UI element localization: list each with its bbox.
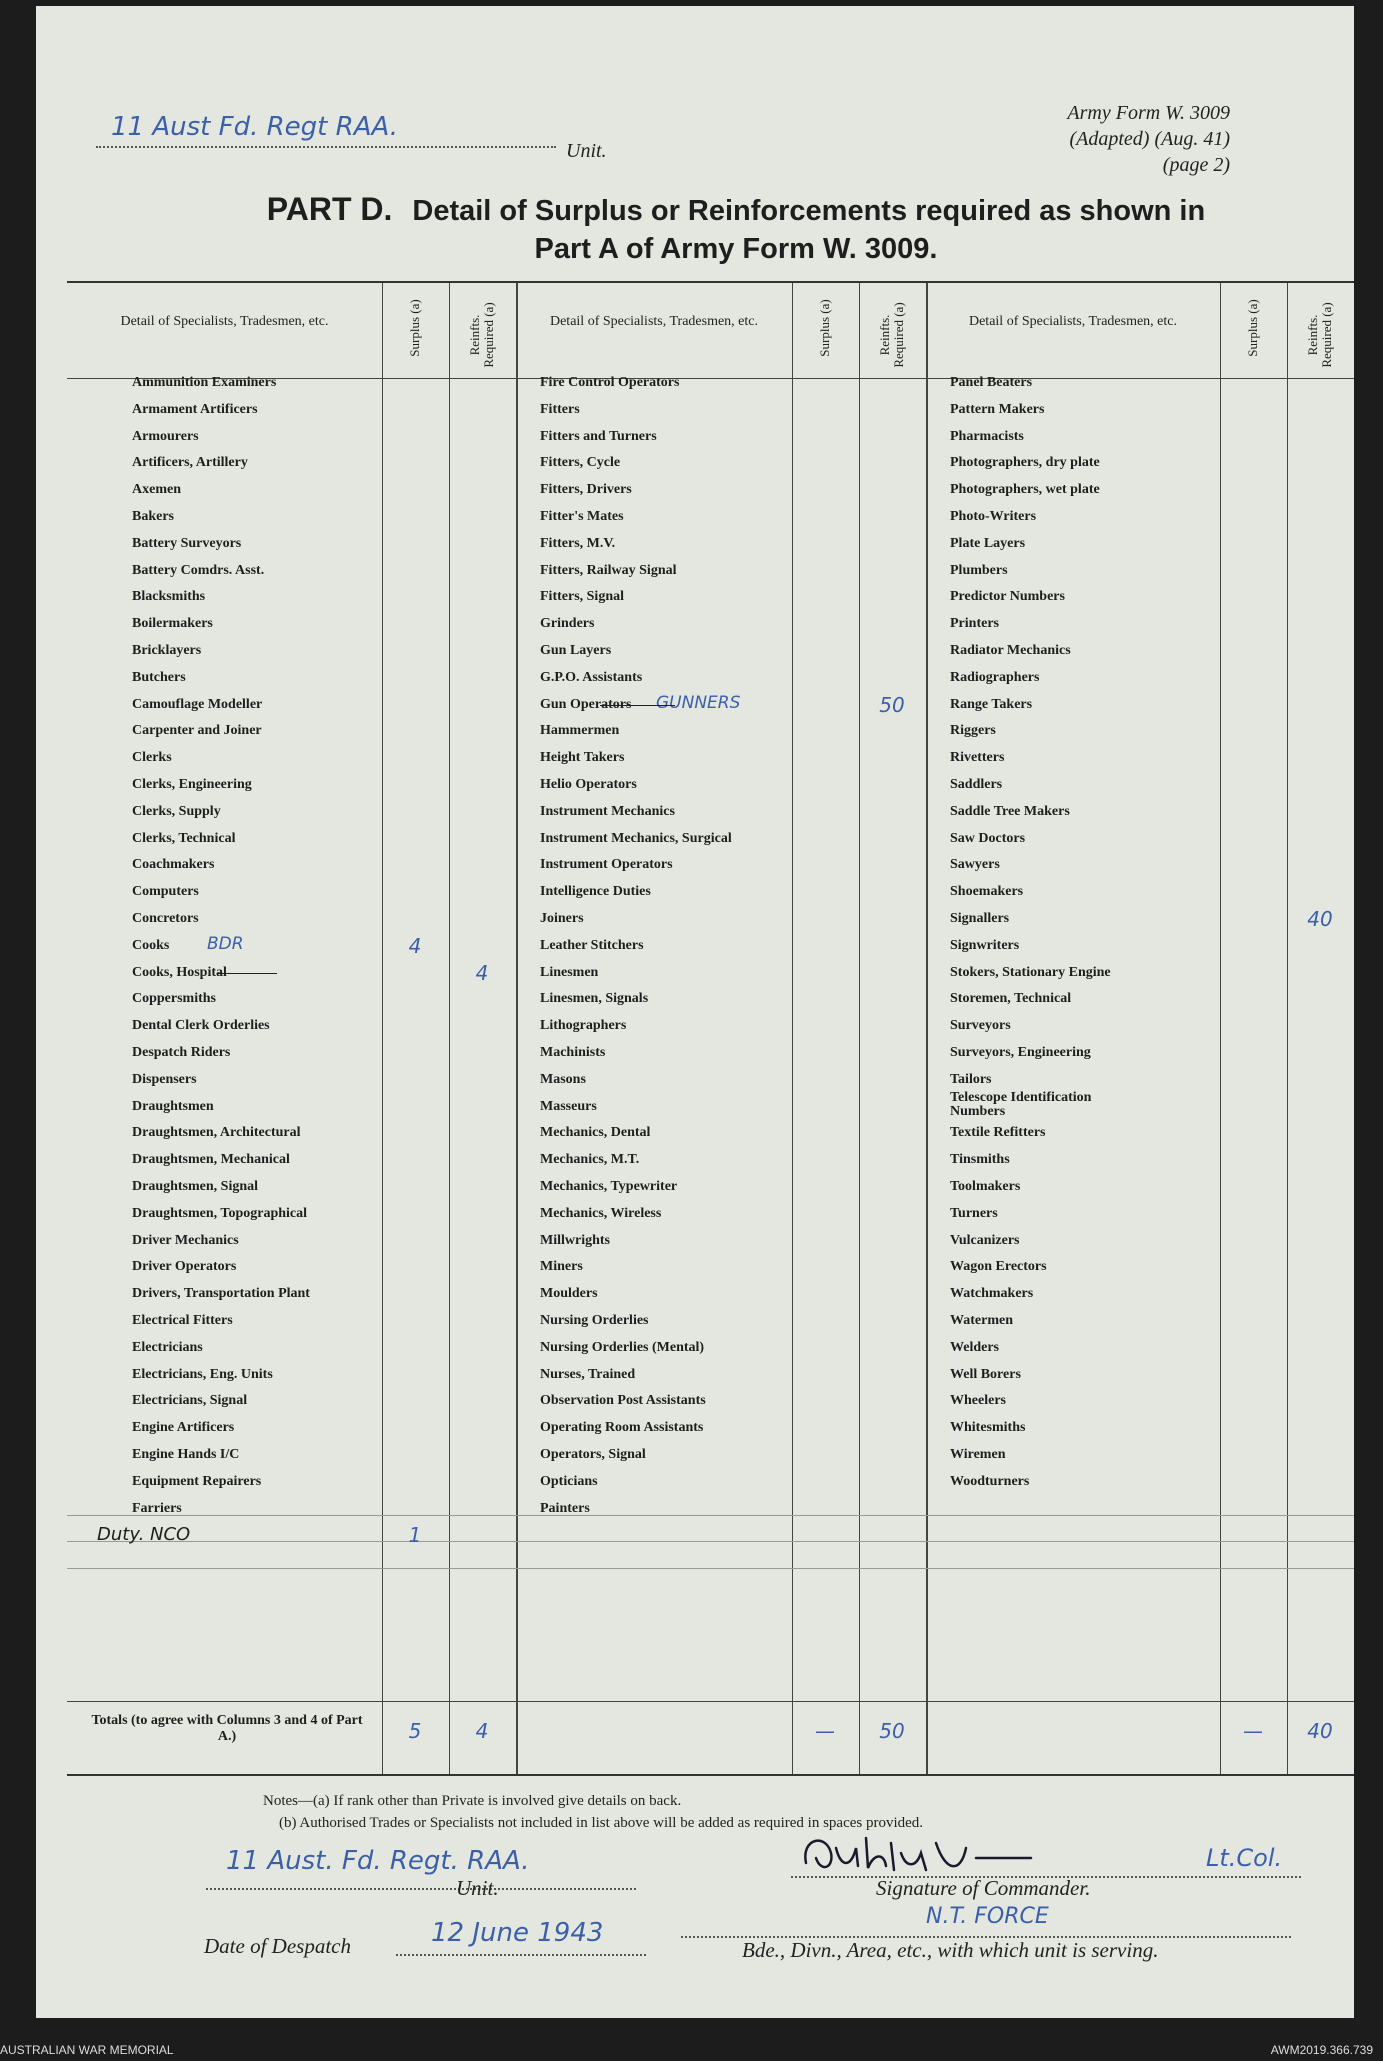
table-row-label: Height Takers (540, 750, 625, 766)
table-row-label: Fitter's Mates (540, 509, 624, 524)
table-row-label: Mechanics, M.T. (540, 1152, 640, 1168)
table-row-label: Clerks, Technical (132, 830, 236, 846)
date-label: Date of Despatch (204, 1934, 351, 1958)
column-header-detail: Detail of Specialists, Tradesmen, etc. (549, 314, 759, 329)
table-row-label: Cooks (132, 937, 170, 953)
table-row-label: Fitters (540, 401, 580, 417)
note-b: (b) Authorised Trades or Specialists not included in list above will be added as required in spaces provided. (279, 1815, 924, 1831)
column-header-surplus: Surplus (a) (1245, 299, 1260, 357)
column-divider (1220, 283, 1221, 1774)
table-row-label: Intelligence Duties (540, 884, 651, 900)
table-row-label: G.P.O. Assistants (540, 669, 643, 685)
table-row-label: Instrument Operators (540, 857, 673, 873)
table-row-label: Fitters, Drivers (540, 482, 632, 498)
footer-unit-label: Unit. (456, 1876, 499, 1900)
surplus-value: 1 (408, 1523, 422, 1548)
table-row-label: Carpenter and Joiner (132, 723, 262, 739)
table-row-label: Rivetters (950, 750, 1005, 766)
table-row-label: Millwrights (540, 1232, 610, 1248)
table-row-label: Concretors (132, 911, 199, 926)
form-id-line: (page 2) (1162, 154, 1230, 176)
table-row-label: Stokers, Stationary Engine (950, 964, 1111, 980)
table-row-label: Range Takers (950, 696, 1033, 712)
blank-row-line (67, 1541, 1354, 1542)
table-row-label: Telescope Identification Numbers (950, 1089, 1092, 1119)
table-row-label: Surveyors (950, 1018, 1011, 1034)
table-row-label: Nursing Orderlies (540, 1313, 649, 1328)
table-row-label: Signallers (950, 911, 1010, 926)
table-row-label: Fitters, Railway Signal (540, 562, 677, 578)
table-row-label: Vulcanizers (950, 1232, 1020, 1248)
handwritten-row-label: Duty. NCO (97, 1524, 191, 1546)
table-row-label: Wiremen (950, 1447, 1006, 1462)
table-row-label: Moulders (540, 1286, 598, 1302)
table-row-label: Mechanics, Dental (540, 1125, 651, 1141)
table-row-label: Clerks (132, 750, 172, 766)
table-row-label: Predictor Numbers (950, 589, 1065, 605)
title-line-1: Detail of Surplus or Reinforcements required as shown in (412, 195, 1206, 227)
reinforcements-value: 50 (879, 692, 905, 717)
totals-surplus: — (815, 1719, 835, 1743)
reinforcements-value: 40 (1307, 907, 1333, 931)
table-row-label: Coachmakers (132, 857, 215, 873)
table-row-label: Draughtsmen, Mechanical (132, 1152, 290, 1168)
table-row-label: Boilermakers (132, 616, 213, 632)
table-row-label: Watermen (950, 1313, 1013, 1328)
table-row-label: Equipment Repairers (132, 1473, 262, 1489)
table-row-label: Ammunition Examiners (132, 375, 277, 390)
table-row-label: Storemen, Technical (950, 991, 1072, 1007)
table-row-label: Engine Artificers (132, 1420, 235, 1436)
table-row-label: Pattern Makers (950, 401, 1045, 417)
table-row-label: Electricians (132, 1339, 203, 1355)
table-row-label: Despatch Riders (132, 1045, 231, 1060)
table-row-label: Nurses, Trained (540, 1366, 636, 1382)
table-row-label: Clerks, Supply (132, 803, 221, 819)
form-title (186, 190, 1286, 268)
table-row-label: Draughtsmen (132, 1098, 214, 1114)
table-row-label: Operating Room Assistants (540, 1420, 704, 1436)
archive-credit: AUSTRALIAN WAR MEMORIAL (0, 2043, 174, 2057)
title-line-2: Part A of Army Form W. 3009. (534, 233, 938, 265)
table-row-label: Turners (950, 1205, 998, 1221)
table-row-label: Farriers (132, 1500, 182, 1516)
table-row-label: Joiners (540, 911, 584, 926)
table-row-label: Toolmakers (950, 1179, 1021, 1194)
table-row-label: Saddle Tree Makers (950, 803, 1070, 819)
table-row-label: Operators, Signal (540, 1447, 646, 1462)
table-row-label: Butchers (132, 669, 186, 685)
totals-reinfts: 50 (879, 1719, 905, 1743)
table-row-label: Photographers, wet plate (950, 482, 1100, 498)
table-row-label: Electricians, Signal (132, 1393, 248, 1409)
table-row-label: Wheelers (950, 1393, 1006, 1409)
date-handwritten: 12 June 1943 (431, 1918, 604, 1948)
part-label: PART D. (266, 191, 393, 227)
table-row-label: Battery Surveyors (132, 535, 242, 551)
column-divider (1287, 283, 1288, 1774)
table-row-label: Battery Comdrs. Asst. (132, 562, 265, 578)
table-row-label: Masons (540, 1071, 586, 1087)
table-row-label: Helio Operators (540, 777, 637, 792)
table-row-label: Photo-Writers (950, 509, 1037, 524)
totals-reinfts: 4 (475, 1719, 489, 1743)
table-row-label: Engine Hands I/C (132, 1447, 240, 1462)
table-row-label: Whitesmiths (950, 1420, 1026, 1436)
reinforcements-value: 4 (475, 960, 489, 985)
table-row-label: Observation Post Assistants (540, 1393, 706, 1409)
totals-reinfts: 40 (1307, 1719, 1333, 1743)
note-a: Notes—(a) If rank other than Private is involved give details on back. (263, 1793, 682, 1809)
formation-dotted-line (681, 1926, 1291, 1938)
table-row-label: Fire Control Operators (540, 375, 680, 390)
table-row-label: Well Borers (950, 1366, 1021, 1382)
table-row-label: Hammermen (540, 723, 620, 739)
table-row-label: Camouflage Modeller (132, 696, 263, 712)
formation-handwritten: N.T. FORCE (926, 1904, 1049, 1929)
table-row-label: Grinders (540, 616, 595, 632)
strikethrough-mark (217, 973, 277, 974)
handwritten-row-note: GUNNERS (656, 692, 741, 713)
table-row-label: Leather Stitchers (540, 937, 644, 953)
table-row-label: Artificers, Artillery (132, 455, 248, 471)
table-row-label: Printers (950, 616, 999, 632)
table-row-label: Draughtsmen, Topographical (132, 1205, 308, 1221)
column-divider (859, 283, 860, 1774)
table-row-label: Bricklayers (132, 643, 202, 658)
form-id-line: Army Form W. 3009 (1067, 102, 1230, 124)
table-row-label: Pharmacists (950, 428, 1024, 444)
totals-surplus: 5 (408, 1719, 422, 1743)
table-row-label: Blacksmiths (132, 589, 206, 605)
table-row-label: Coppersmiths (132, 991, 217, 1007)
column-divider (449, 283, 450, 1774)
column-header-surplus: Surplus (a) (817, 299, 832, 357)
table-row-label: Dispensers (132, 1071, 197, 1087)
column-header-reinfts: Reinfts. Required (a) (877, 302, 906, 368)
signature-label: Signature of Commander. (876, 1876, 1091, 1900)
handwritten-row-note: BDR (207, 933, 244, 954)
blank-row-line (67, 1568, 1354, 1569)
table-row-label: Instrument Mechanics (540, 803, 675, 819)
table-row-label: Painters (540, 1500, 590, 1516)
table-row-label: Tinsmiths (950, 1152, 1010, 1168)
surplus-value: 4 (408, 933, 422, 958)
table-row-label: Drivers, Transportation Plant (132, 1286, 310, 1302)
column-divider (792, 283, 793, 1774)
table-row-label: Draughtsmen, Architectural (132, 1125, 301, 1141)
commander-rank-handwritten: Lt.Col. (1206, 1844, 1283, 1872)
column-divider (926, 283, 928, 1774)
table-row-label: Electricians, Eng. Units (132, 1366, 273, 1382)
table-row-label: Plumbers (950, 562, 1008, 578)
table-row-label: Wagon Erectors (950, 1259, 1047, 1275)
table-row-label: Cooks, Hospital (132, 964, 227, 980)
table-row-label: Linesmen, Signals (540, 991, 649, 1007)
column-divider (382, 283, 383, 1774)
table-row-label: Photographers, dry plate (950, 455, 1100, 471)
table-row-label: Riggers (950, 723, 996, 739)
totals-divider (67, 1701, 1354, 1702)
table-row-label: Bakers (132, 509, 174, 524)
table-row-label: Driver Operators (132, 1259, 237, 1275)
table-row-label: Welders (950, 1339, 999, 1355)
table-row-label: Axemen (132, 482, 181, 498)
column-header-surplus: Surplus (a) (407, 299, 422, 357)
table-row-label: Saddlers (950, 777, 1003, 792)
table-row-label: Miners (540, 1259, 583, 1275)
table-row-label: Electrical Fitters (132, 1313, 233, 1328)
table-row-label: Fitters, Signal (540, 589, 624, 605)
table-row-label: Mechanics, Typewriter (540, 1179, 678, 1194)
table-row-label: Signwriters (950, 937, 1020, 953)
formation-label: Bde., Divn., Area, etc., with which unit is serving. (742, 1938, 1159, 1962)
strikethrough-mark (600, 705, 675, 706)
archive-id: AWM2019.366.739 (1270, 2043, 1373, 2057)
table-row-label: Woodturners (950, 1473, 1030, 1489)
column-header-detail: Detail of Specialists, Tradesmen, etc. (120, 314, 329, 329)
table-row-label: Plate Layers (950, 535, 1026, 551)
column-header-reinfts: Reinfts. Required (a) (1305, 302, 1334, 368)
table-row-label: Linesmen (540, 964, 599, 980)
column-header-detail: Detail of Specialists, Tradesmen, etc. (968, 314, 1178, 329)
table-row-label: Fitters, Cycle (540, 455, 621, 471)
footer-unit-handwritten: 11 Aust. Fd. Regt. RAA. (226, 1846, 530, 1876)
table-row-label: Clerks, Engineering (132, 777, 252, 792)
unit-label: Unit. (566, 140, 607, 162)
column-divider (516, 283, 518, 1774)
totals-label: Totals (to agree with Columns 3 and 4 of Part A.) (91, 1713, 363, 1744)
table-row-label: Textile Refitters (950, 1125, 1046, 1141)
table-row-label: Radiator Mechanics (950, 643, 1071, 658)
table-row-label: Armament Artificers (132, 401, 258, 417)
blank-row-line (67, 1515, 1354, 1516)
table-row-label: Gun Layers (540, 643, 612, 658)
table-row-label: Computers (132, 884, 199, 900)
totals-surplus: — (1243, 1719, 1263, 1743)
table-row-label: Armourers (132, 428, 199, 444)
table-row-label: Radiographers (950, 669, 1040, 685)
table-row-label: Sawyers (950, 857, 1000, 873)
table-row-label: Masseurs (540, 1098, 597, 1114)
table-row-label: Surveyors, Engineering (950, 1045, 1091, 1060)
table-row-label: Panel Beaters (950, 375, 1033, 390)
form-identifier (970, 100, 1230, 178)
column-header-reinfts: Reinfts. Required (a) (467, 302, 496, 368)
specialists-table (67, 281, 1354, 1776)
table-row-label: Machinists (540, 1045, 606, 1060)
table-row-label: Fitters and Turners (540, 428, 657, 444)
table-row-label: Shoemakers (950, 884, 1024, 900)
unit-handwritten: 11 Aust Fd. Regt RAA. (111, 112, 399, 142)
table-row-label: Saw Doctors (950, 830, 1026, 846)
form-page (36, 6, 1354, 2018)
table-row-label: Instrument Mechanics, Surgical (540, 830, 732, 846)
table-row-label: Dental Clerk Orderlies (132, 1018, 270, 1034)
table-row-label: Driver Mechanics (132, 1232, 239, 1248)
table-row-label: Fitters, M.V. (540, 535, 616, 551)
table-row-label: Mechanics, Wireless (540, 1205, 662, 1221)
table-row-label: Gun Operators (540, 696, 632, 712)
table-row-label: Opticians (540, 1473, 598, 1489)
table-row-label: Draughtsmen, Signal (132, 1179, 259, 1194)
table-row-label: Lithographers (540, 1018, 627, 1034)
table-row-label: Watchmakers (950, 1286, 1034, 1302)
table-row-label: Nursing Orderlies (Mental) (540, 1339, 705, 1355)
form-id-line: (Adapted) (Aug. 41) (1069, 128, 1230, 150)
table-row-label: Tailors (950, 1071, 992, 1087)
